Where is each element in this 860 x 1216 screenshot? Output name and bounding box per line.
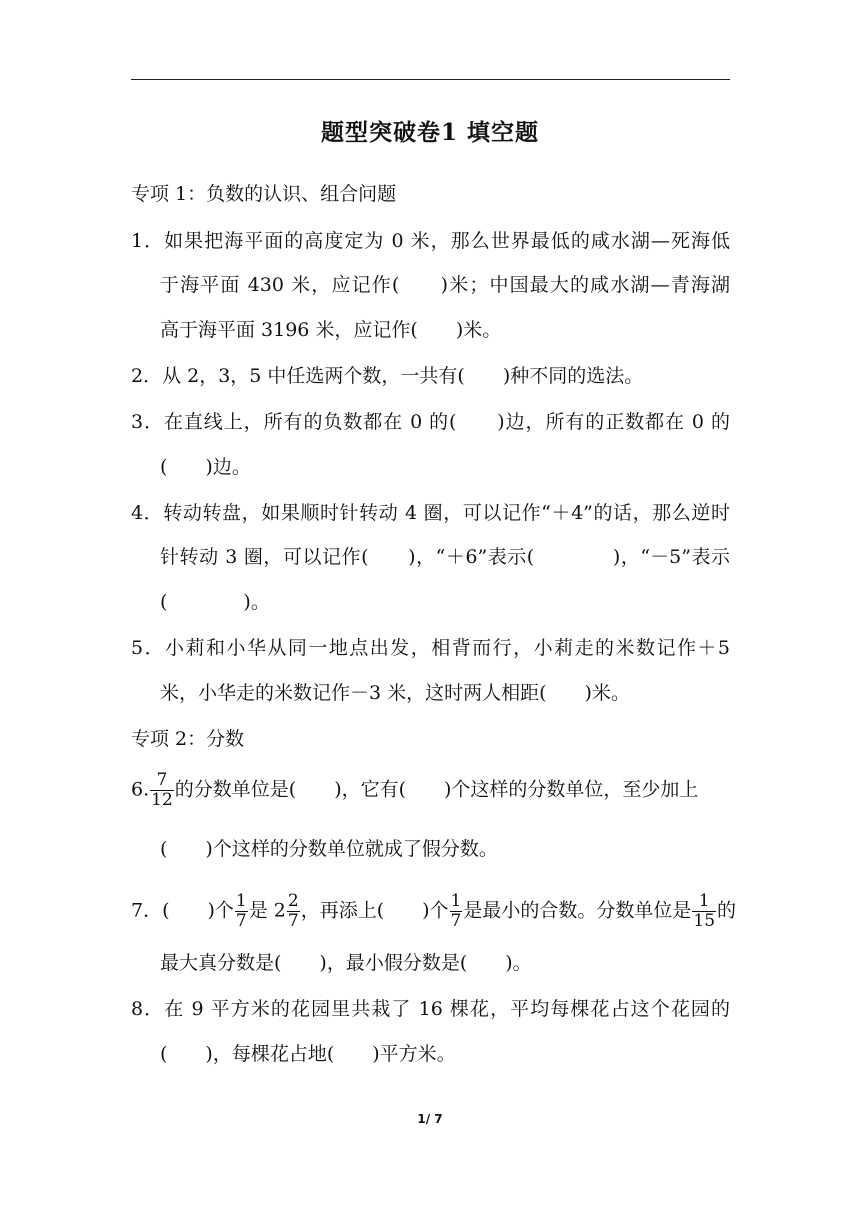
question-7-text-3: ，再添上( )个 [300,899,449,922]
header-rule [131,79,730,80]
question-6-line-1 [131,771,730,810]
question-7-line-1 [131,891,737,931]
fraction-numerator: 1 [235,891,247,911]
fraction-1-15 [692,892,716,931]
fraction-denominator: 7 [287,911,299,931]
question-3-line-1: 3．在直线上，所有的负数都在 0 的( )边，所有的正数都在 0 的 [131,411,730,433]
question-7-line-2: 最大真分数是( )，最小假分数是( )。 [160,952,532,974]
page-number: 1/ 7 [417,1112,443,1126]
fraction-numerator: 1 [450,891,462,911]
question-4-line-3: ( )。 [160,591,270,613]
fraction-2-7 [287,892,300,931]
page-title: 题型突破卷1 填空题 [320,119,539,146]
fraction-denominator: 15 [693,911,716,931]
question-8-line-1: 8．在 9 平方米的花园里共栽了 16 棵花，平均每棵花占这个花园的 [131,998,730,1020]
question-1-line-1: 1．如果把海平面的高度定为 0 米，那么世界最低的咸水湖—死海低 [131,230,730,252]
section-heading-1: 专项 1：负数的认识、组合问题 [131,183,397,205]
question-4-line-2: 针转动 3 圈，可以记作( )，“＋6”表示( )，“－5”表示 [160,546,730,568]
fraction-denominator: 12 [151,790,173,810]
question-6-number: 6. [131,778,150,801]
fraction-1-7 [235,892,248,931]
question-1-line-2: 于海平面 430 米，应记作( )米；中国最大的咸水湖—青海湖 [160,274,730,296]
question-3-line-2: ( )边。 [160,456,251,478]
question-7-text-4: 是最小的合数。分数单位是 [463,899,692,922]
question-2-line-1: 2．从 2，3，5 中任选两个数，一共有( )种不同的选法。 [131,365,644,387]
question-8-line-2: ( )，每棵花占地( )平方米。 [160,1043,456,1065]
fraction-numerator: 2 [287,891,299,911]
question-6-text: 的分数单位是( )，它有( )个这样的分数单位，至少加上 [174,778,699,801]
question-1-line-3: 高于海平面 3196 米，应记作( )米。 [160,319,502,341]
question-7-text-1: 7．( )个 [131,899,234,922]
question-4-line-1: 4．转动转盘，如果顺时针转动 4 圈，可以记作“＋4”的话，那么逆时 [131,502,730,524]
fraction-7-12 [150,771,174,810]
question-5-line-1: 5．小莉和小华从同一地点出发，相背而行，小莉走的米数记作＋5 [131,637,730,659]
fraction-denominator: 7 [450,911,462,931]
fraction-numerator: 7 [150,771,174,791]
fraction-1-7-second [450,892,463,931]
question-6-line-2: ( )个这样的分数单位就成了假分数。 [160,838,498,860]
question-7-text-2: 是 2 [248,899,286,922]
question-5-line-2: 米，小华走的米数记作－3 米，这时两人相距( )米。 [160,682,630,704]
section-heading-2: 专项 2：分数 [131,728,245,750]
fraction-denominator: 7 [235,911,247,931]
fraction-numerator: 1 [692,892,716,912]
question-7-text-5: 的 [717,899,737,922]
